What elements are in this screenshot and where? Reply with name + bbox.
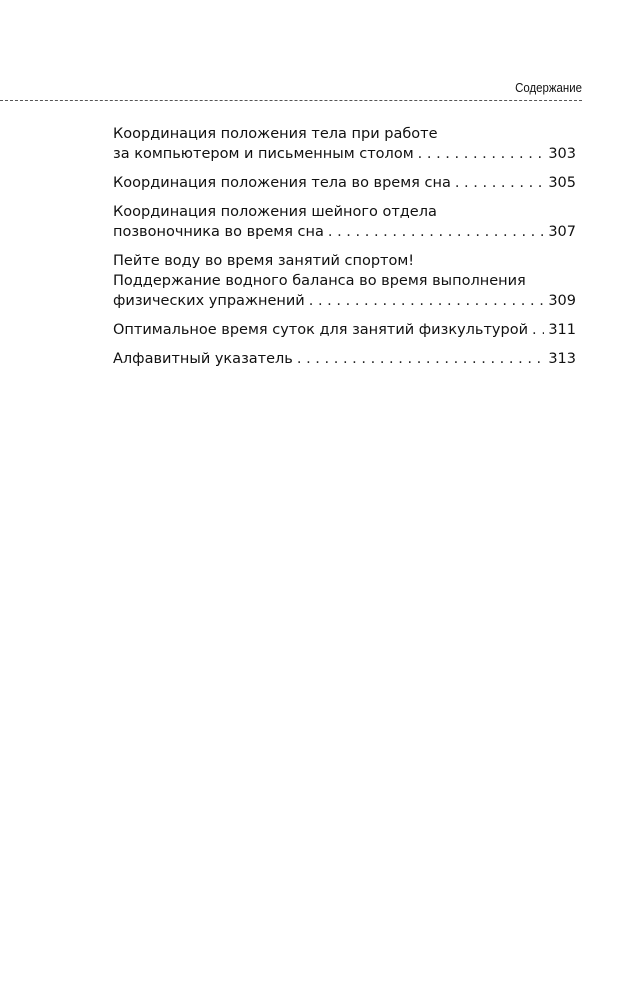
- toc-entry-text: за компьютером и письменным столом: [113, 146, 414, 162]
- toc-entry-text: позвоночника во время сна: [113, 224, 324, 240]
- page-number: 313: [548, 351, 576, 367]
- toc-entry-text: Координация положения тела при работе: [113, 126, 438, 142]
- toc-entry-last-line: [113, 291, 576, 311]
- dot-leader: [532, 320, 544, 340]
- page-number: 307: [548, 224, 576, 240]
- toc-entry[interactable]: [113, 124, 576, 164]
- toc-entry[interactable]: [113, 349, 576, 369]
- toc-entry[interactable]: [113, 202, 576, 242]
- toc-entry[interactable]: [113, 251, 576, 311]
- toc-entry-last-line: [113, 222, 576, 242]
- page-number: 305: [548, 175, 576, 191]
- toc-entry-text: Алфавитный указатель: [113, 351, 293, 367]
- dot-leader: [418, 144, 545, 164]
- header-divider: [0, 100, 582, 101]
- dot-leader: [309, 291, 545, 311]
- toc-entry-text: Поддержание водного баланса во время выполнения: [113, 273, 526, 289]
- dot-leader: [297, 349, 544, 369]
- dot-leader: [455, 173, 544, 193]
- page-number: 311: [548, 322, 576, 338]
- toc-entry-last-line: [113, 144, 576, 164]
- toc-entry-text: Координация положения тела во время сна: [113, 175, 451, 191]
- toc-entry-last-line: [113, 349, 576, 369]
- toc-entry[interactable]: [113, 173, 576, 193]
- toc-entry-text: Оптимальное время суток для занятий физкультурой: [113, 322, 528, 338]
- toc-entry[interactable]: [113, 320, 576, 340]
- toc-entry-text: физических упражнений: [113, 293, 305, 309]
- page-number: 303: [548, 146, 576, 162]
- table-of-contents: [113, 124, 576, 378]
- toc-entry-text: Координация положения шейного отдела: [113, 204, 437, 220]
- toc-entry-last-line: [113, 173, 576, 193]
- toc-entry-last-line: [113, 320, 576, 340]
- dot-leader: [328, 222, 544, 242]
- page-number: 309: [548, 293, 576, 309]
- running-header: Содержание: [515, 80, 582, 95]
- toc-entry-text: Пейте воду во время занятий спортом!: [113, 253, 415, 269]
